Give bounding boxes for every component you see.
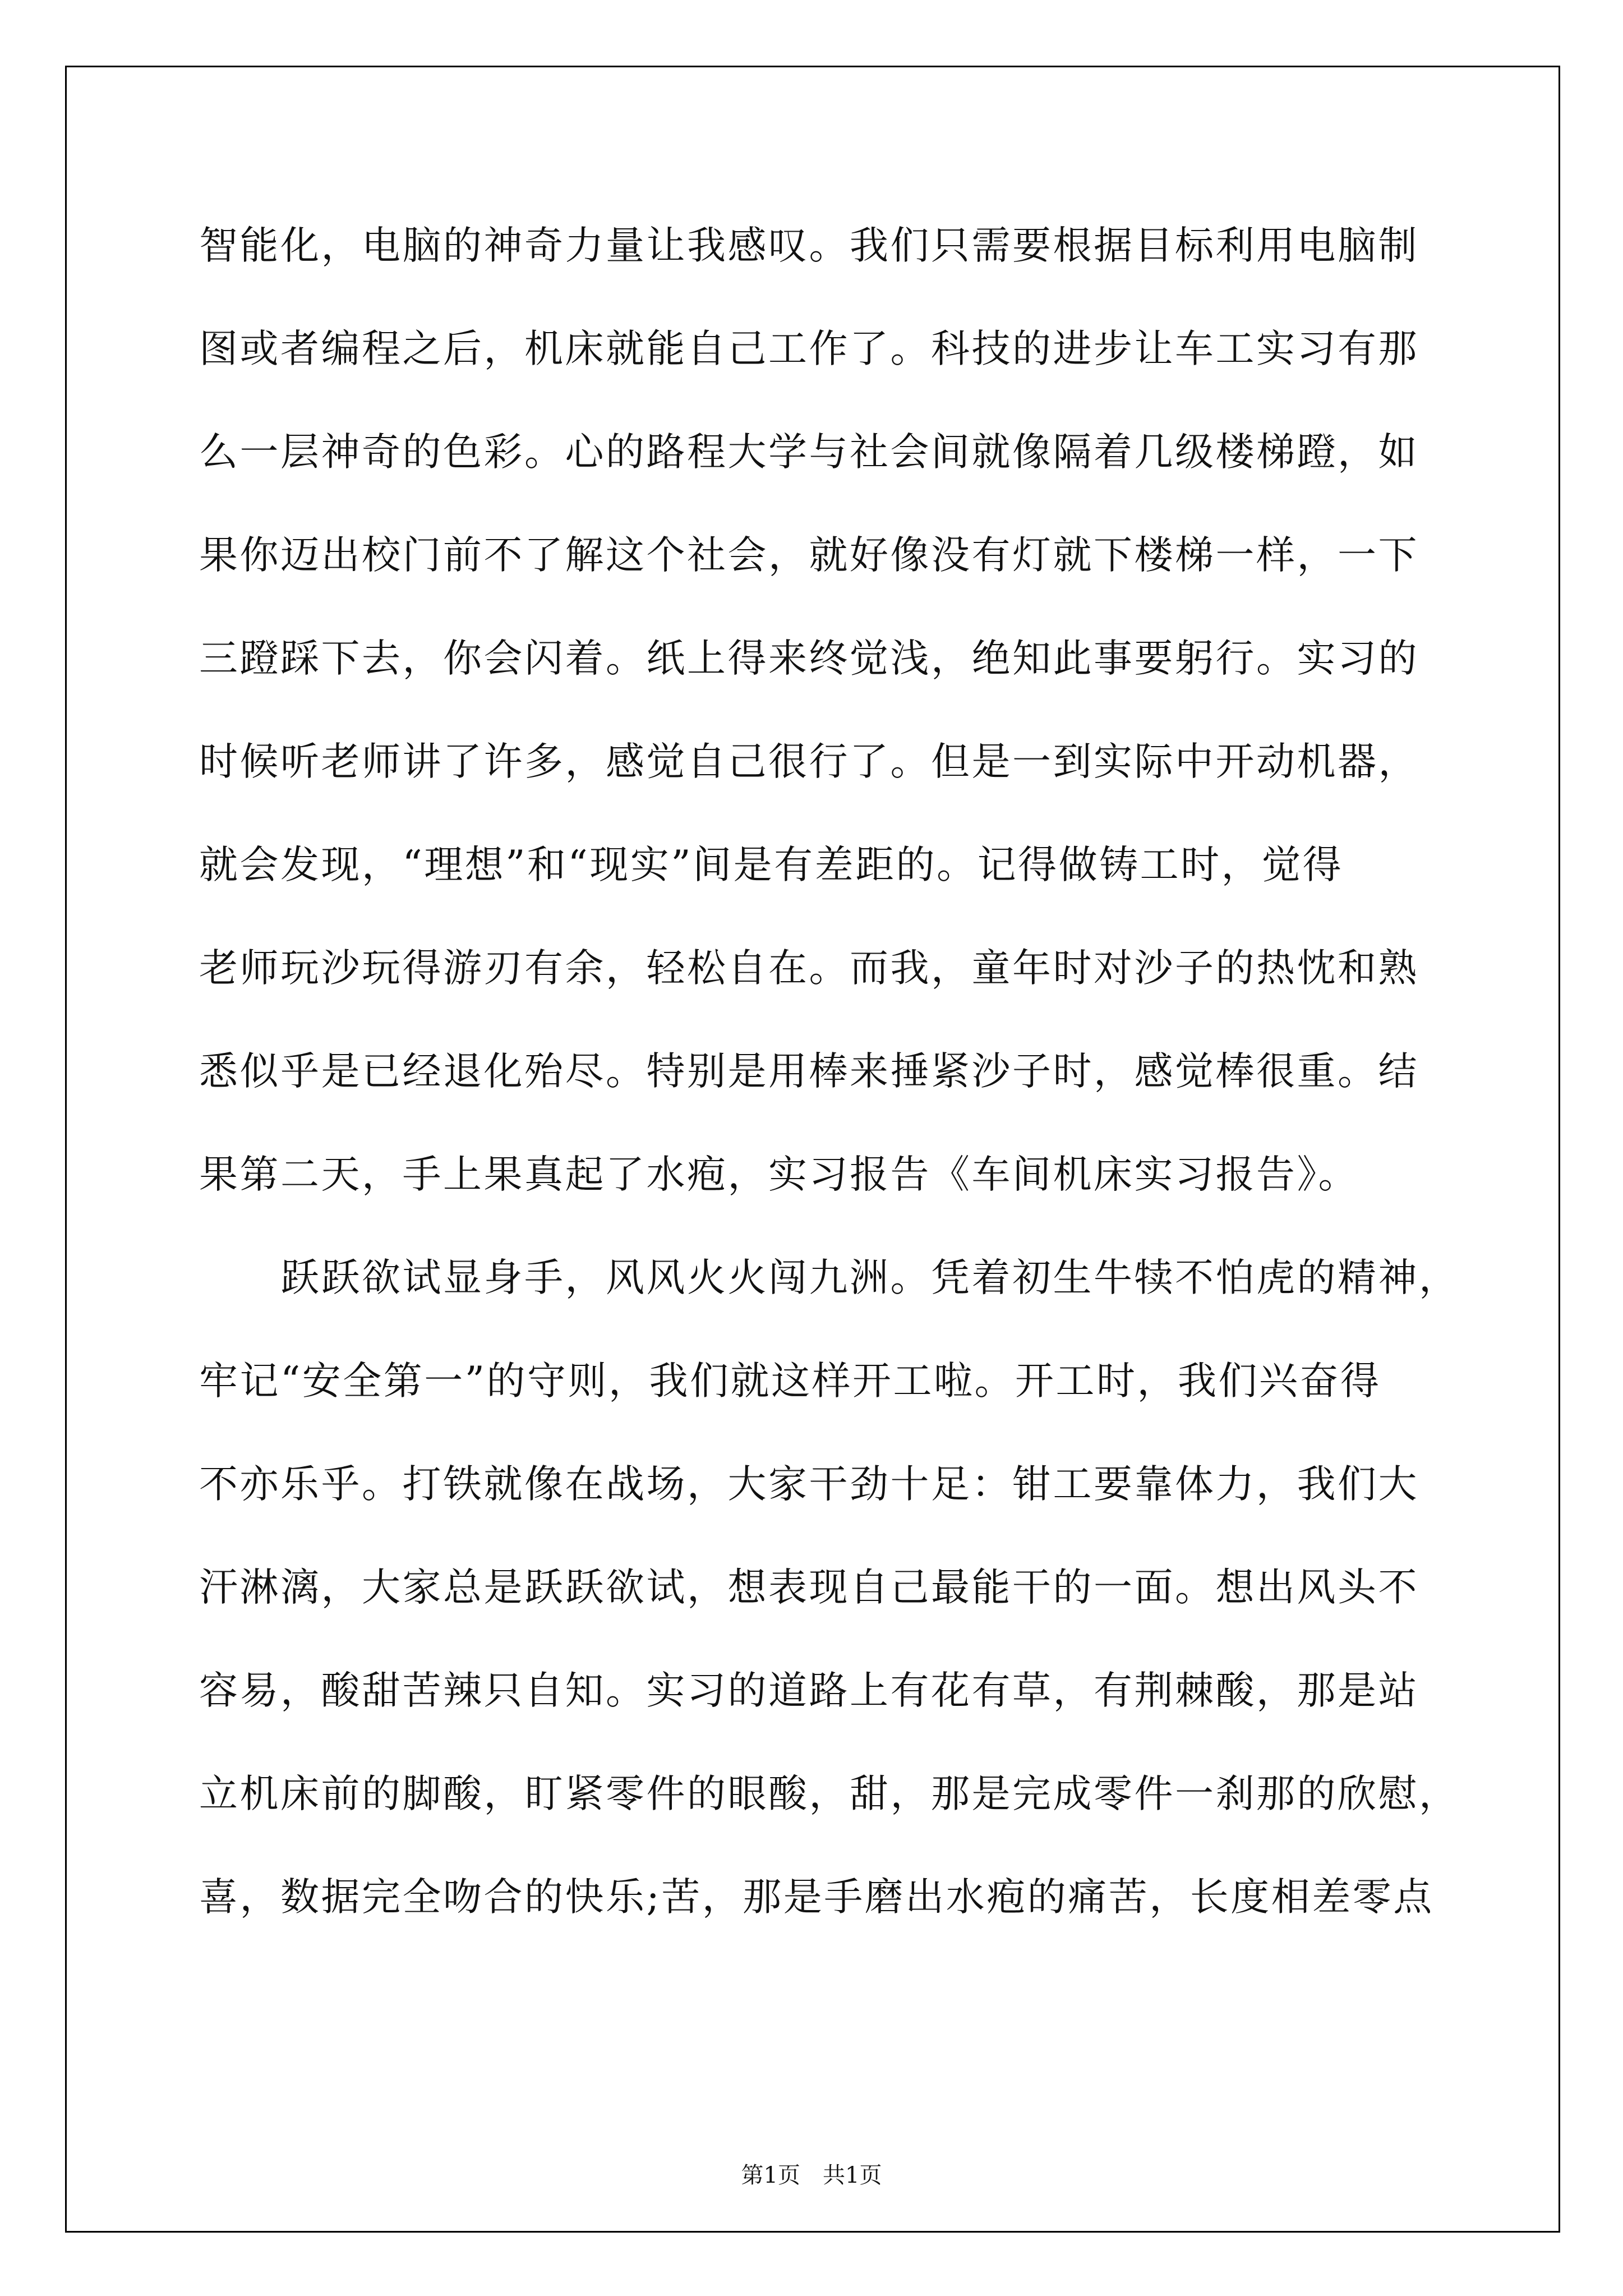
text-line: 智能化，电脑的神奇力量让我感叹。我们只需要根据目标利用电脑制 — [199, 223, 1419, 268]
text-line: 果你迈出校门前不了解这个社会，就好像没有灯就下楼梯一样，一下 — [199, 533, 1419, 578]
text-line: 悉似乎是已经退化殆尽。特别是用棒来捶紧沙子时，感觉棒很重。结 — [199, 1049, 1419, 1094]
text-line: 牢记“安全第一”的守则，我们就这样开工啦。开工时，我们兴奋得 — [199, 1359, 1381, 1404]
text-line: 喜，数据完全吻合的快乐;苦，那是手磨出水疱的痛苦，长度相差零点 — [199, 1875, 1434, 1920]
text-line: 汗淋漓，大家总是跃跃欲试，想表现自己最能干的一面。想出风头不 — [199, 1565, 1419, 1610]
text-line: 么一层神奇的色彩。心的路程大学与社会间就像隔着几级楼梯蹬，如 — [199, 430, 1419, 475]
text-line: 图或者编程之后，机床就能自己工作了。科技的进步让车工实习有那 — [199, 326, 1419, 371]
text-line: 三蹬踩下去，你会闪着。纸上得来终觉浅，绝知此事要躬行。实习的 — [199, 636, 1419, 681]
text-line: 容易，酸甜苦辣只自知。实习的道路上有花有草，有荆棘酸，那是站 — [199, 1668, 1419, 1713]
page-footer: 第1页 共1页 — [741, 2162, 882, 2188]
text-line: 跃跃欲试显身手，风风火火闯九洲。凭着初生牛犊不怕虎的精神， — [199, 1255, 1460, 1300]
text-line: 时候听老师讲了许多，感觉自己很行了。但是一到实际中开动机器， — [199, 739, 1419, 784]
text-line: 立机床前的脚酸，盯紧零件的眼酸，甜，那是完成零件一刹那的欣慰， — [199, 1772, 1460, 1816]
text-line: 老师玩沙玩得游刃有余，轻松自在。而我，童年时对沙子的热忱和熟 — [199, 946, 1419, 991]
text-line: 就会发现，“理想”和“现实”间是有差距的。记得做铸工时，觉得 — [199, 843, 1344, 887]
text-line: 不亦乐乎。打铁就像在战场，大家干劲十足：钳工要靠体力，我们大 — [199, 1462, 1419, 1507]
text-line: 果第二天，手上果真起了水疱，实习报告《车间机床实习报告》。 — [199, 1152, 1359, 1197]
